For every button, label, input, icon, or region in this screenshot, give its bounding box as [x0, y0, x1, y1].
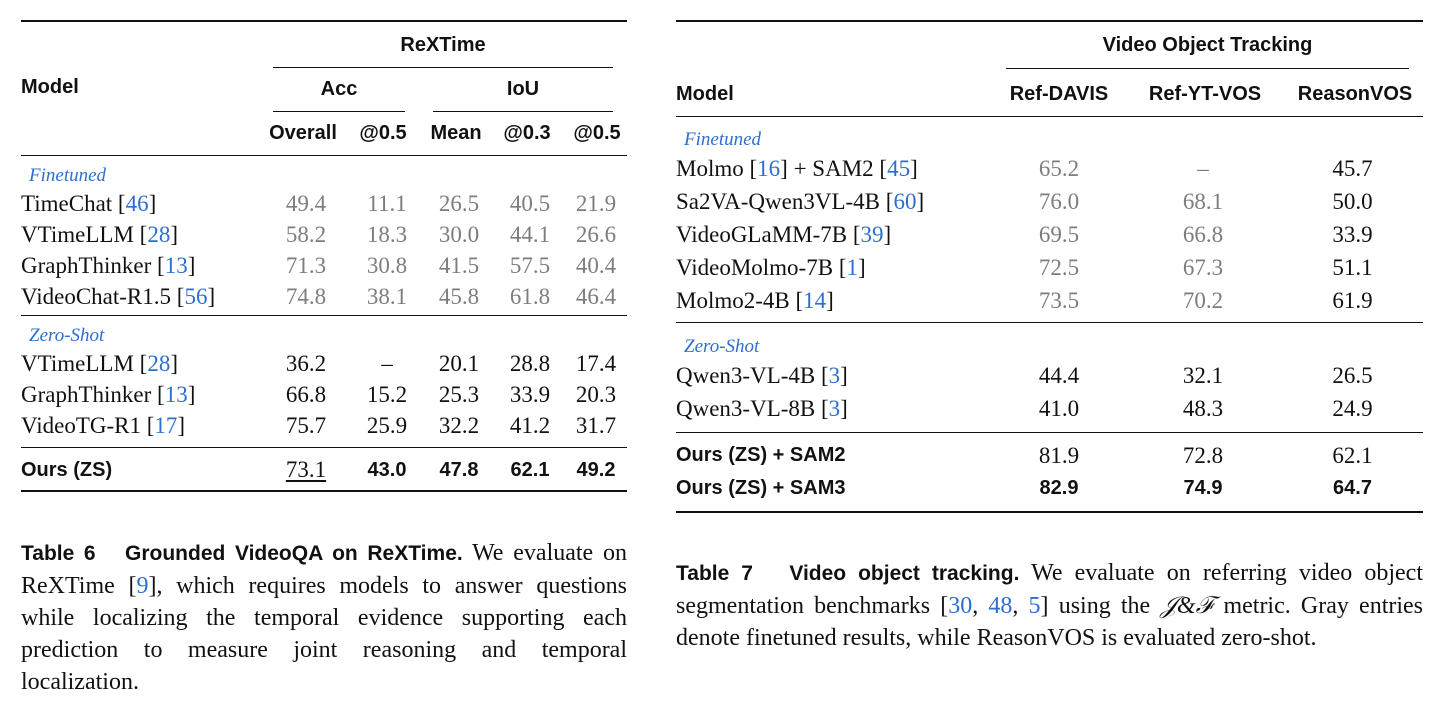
caption-text: metric. Gray entries denote finetuned results, while ReasonVOS is evaluated zero-shot. — [676, 593, 1424, 651]
zero-shot-rows — [21, 348, 627, 441]
section-label-finetuned: Finetuned — [684, 129, 762, 150]
value-cell: 36.2 — [285, 350, 327, 376]
value-cell: 15.2 — [366, 381, 408, 407]
value-cell: 20.3 — [575, 381, 617, 407]
citation-link[interactable]: 3 — [828, 395, 841, 421]
value-cell: 48.3 — [1182, 395, 1224, 421]
rextime-header: ReXTime — [400, 34, 486, 56]
model-name: Ours (ZS) — [21, 458, 113, 481]
col-header-iou05: @0.5 — [573, 122, 621, 144]
value-cell: 11.1 — [367, 190, 407, 216]
table-row — [676, 152, 1423, 185]
model-name: Ours (ZS) + SAM3 — [676, 477, 846, 499]
model-name: Qwen3-VL-4B [3] — [676, 362, 848, 388]
value-cell: 26.6 — [575, 221, 617, 247]
value-cell: 71.3 — [285, 252, 327, 278]
model-name: VideoTG-R1 [17] — [21, 412, 186, 438]
caption-label: Table 6 — [21, 542, 96, 565]
value-cell: 26.5 — [438, 190, 480, 216]
citation-link[interactable]: 39 — [860, 221, 884, 247]
value-cell: 61.9 — [1332, 287, 1373, 313]
caption-text: ], which requires models to answer questions while localizing the temporal evidence supporting each prediction to measure joint reasoning and temporal localization. — [21, 573, 627, 695]
value-cell: 44.1 — [509, 221, 551, 247]
value-cell: 64.7 — [1333, 477, 1372, 499]
table-row — [21, 410, 627, 441]
citation-link[interactable]: 9 — [136, 573, 149, 599]
value-cell: 24.9 — [1332, 395, 1373, 421]
ours-rule — [676, 432, 1423, 433]
citation-link[interactable]: 13 — [164, 381, 188, 407]
table-row — [21, 454, 627, 486]
caption-title: Video object tracking. — [789, 562, 1020, 585]
value-cell: 75.7 — [285, 412, 327, 438]
caption-text: We evaluate on referring video object segmentation benchmarks [ — [676, 560, 1423, 619]
table-6 — [21, 20, 627, 492]
table-row — [676, 284, 1423, 317]
value-cell: 28.8 — [509, 350, 551, 376]
table-row — [21, 250, 627, 281]
value-cell: – — [381, 350, 393, 376]
table-row — [676, 439, 1423, 472]
value-cell: 30.0 — [438, 221, 480, 247]
vot-cmidrule — [1006, 68, 1409, 69]
zero-shot-rows — [676, 359, 1423, 425]
table-row — [21, 188, 627, 219]
value-cell: 73.1 — [285, 457, 327, 482]
caption-title: Grounded VideoQA on ReXTime. — [125, 542, 463, 565]
caption-text: We evaluate on ReXTime [ — [21, 540, 627, 599]
value-cell: 73.5 — [1038, 287, 1080, 313]
col-header-ref-davis: Ref-DAVIS — [1009, 83, 1109, 105]
table-row — [21, 379, 627, 410]
table-row — [676, 472, 1423, 505]
value-cell: 40.4 — [575, 252, 617, 278]
citation-link[interactable]: 13 — [164, 252, 188, 278]
table-7-caption — [676, 557, 1423, 654]
citation-link[interactable]: 14 — [803, 287, 827, 313]
bottom-rule — [21, 490, 627, 492]
value-cell: 41.5 — [438, 252, 480, 278]
model-name: GraphThinker [13] — [21, 381, 196, 407]
citation-link[interactable]: 5 — [1028, 593, 1041, 619]
citation-link[interactable]: 3 — [828, 362, 841, 388]
citation-link[interactable]: 16 — [757, 155, 781, 181]
model-name: Qwen3-VL-8B [3] — [676, 395, 848, 421]
model-name: TimeChat [46] — [21, 190, 157, 216]
value-cell: 17.4 — [575, 350, 617, 376]
bottom-rule — [676, 511, 1423, 513]
value-cell: 58.2 — [285, 221, 327, 247]
finetuned-rows — [676, 152, 1423, 317]
model-name: VTimeLLM [28] — [21, 221, 178, 247]
value-cell: 61.8 — [509, 283, 551, 309]
iou-cmidrule — [433, 111, 613, 112]
value-cell: 68.1 — [1182, 188, 1224, 214]
value-cell: 65.2 — [1038, 155, 1080, 181]
value-cell: 82.9 — [1039, 477, 1079, 499]
metric-symbol: 𝒥&ℱ — [1160, 593, 1214, 619]
value-cell: 20.1 — [438, 350, 480, 376]
ours-rule — [21, 447, 627, 448]
caption-label: Table 7 — [676, 562, 753, 585]
caption-text: , — [972, 593, 989, 619]
citation-link[interactable]: 30 — [948, 593, 973, 619]
value-cell: 69.5 — [1038, 221, 1080, 247]
value-cell: 67.3 — [1182, 254, 1224, 280]
value-cell: 81.9 — [1038, 442, 1080, 468]
value-cell: 46.4 — [575, 283, 617, 309]
value-cell: 50.0 — [1332, 188, 1373, 214]
value-cell: 43.0 — [367, 458, 407, 481]
iou-header: IoU — [506, 78, 540, 100]
model-name: Molmo2-4B [14] — [676, 287, 834, 313]
value-cell: 25.9 — [366, 412, 408, 438]
col-header-mean: Mean — [430, 122, 482, 144]
col-header-iou03: @0.3 — [503, 122, 551, 144]
finetuned-rows — [21, 188, 627, 312]
ours-rows — [676, 439, 1423, 505]
model-name: VideoChat-R1.5 [56] — [21, 283, 216, 309]
table-7-header — [676, 22, 1423, 116]
value-cell: 41.0 — [1038, 395, 1080, 421]
value-cell: 72.5 — [1038, 254, 1080, 280]
ours-row — [21, 454, 627, 486]
value-cell: 57.5 — [509, 252, 551, 278]
col-header-overall: Overall — [269, 122, 337, 144]
value-cell: 74.9 — [1183, 477, 1223, 499]
vot-header: Video Object Tracking — [1102, 34, 1313, 56]
value-cell: 51.1 — [1332, 254, 1373, 280]
value-cell: 18.3 — [366, 221, 408, 247]
model-name: Ours (ZS) + SAM2 — [676, 444, 846, 466]
model-name: Molmo [16] + SAM2 [45] — [676, 155, 918, 181]
model-header: Model — [21, 76, 79, 98]
table-row — [676, 392, 1423, 425]
value-cell: 25.3 — [438, 381, 480, 407]
citation-link[interactable]: 45 — [887, 155, 911, 181]
col-header-acc05: @0.5 — [359, 122, 407, 144]
model-name: GraphThinker [13] — [21, 252, 196, 278]
section-label-finetuned: Finetuned — [29, 165, 107, 186]
value-cell: 49.4 — [285, 190, 327, 216]
value-cell: 70.2 — [1182, 287, 1224, 313]
table-row — [21, 348, 627, 379]
value-cell: 40.5 — [509, 190, 551, 216]
value-cell: 33.9 — [509, 381, 551, 407]
value-cell: 74.8 — [285, 283, 327, 309]
table-row — [21, 219, 627, 250]
col-header-ref-yt-vos: Ref-YT-VOS — [1148, 83, 1262, 105]
table-row — [676, 218, 1423, 251]
citation-link[interactable]: 60 — [893, 188, 917, 214]
table-row — [676, 251, 1423, 284]
table-row — [676, 359, 1423, 392]
model-name: VideoMolmo-7B [1] — [676, 254, 866, 280]
table-6-header — [21, 22, 627, 155]
value-cell: 49.2 — [576, 458, 616, 481]
table-row — [676, 185, 1423, 218]
value-cell: 62.1 — [510, 458, 550, 481]
rextime-cmidrule — [273, 67, 613, 68]
value-cell: 32.2 — [438, 412, 480, 438]
value-cell: 30.8 — [366, 252, 408, 278]
value-cell: 62.1 — [1332, 442, 1373, 468]
col-header-reasonvos: ReasonVOS — [1297, 83, 1413, 105]
table-row — [21, 281, 627, 312]
table-6-caption — [21, 537, 627, 698]
value-cell: 45.7 — [1332, 155, 1373, 181]
value-cell: 38.1 — [366, 283, 408, 309]
value-cell: 31.7 — [575, 412, 617, 438]
caption-text: ] using the — [1040, 593, 1161, 619]
value-cell: 66.8 — [1182, 221, 1224, 247]
table-7 — [676, 20, 1423, 513]
caption-text: , — [1012, 593, 1029, 619]
section-label-zero-shot: Zero-Shot — [684, 336, 760, 357]
citation-link[interactable]: 56 — [184, 283, 208, 309]
value-cell: 72.8 — [1182, 442, 1224, 468]
model-name: VTimeLLM [28] — [21, 350, 178, 376]
value-cell: – — [1197, 155, 1209, 181]
value-cell: 45.8 — [438, 283, 480, 309]
model-name: Sa2VA-Qwen3VL-4B [60] — [676, 188, 925, 214]
model-name: VideoGLaMM-7B [39] — [676, 221, 892, 247]
value-cell: 32.1 — [1182, 362, 1224, 388]
model-header: Model — [676, 83, 734, 105]
citation-link[interactable]: 28 — [147, 350, 171, 376]
acc-header: Acc — [320, 78, 358, 100]
citation-link[interactable]: 46 — [125, 190, 149, 216]
value-cell: 21.9 — [575, 190, 617, 216]
section-label-zero-shot: Zero-Shot — [29, 325, 105, 346]
value-cell: 44.4 — [1038, 362, 1080, 388]
value-cell: 47.8 — [439, 458, 479, 481]
value-cell: 33.9 — [1332, 221, 1373, 247]
value-cell: 41.2 — [509, 412, 551, 438]
citation-link[interactable]: 1 — [846, 254, 858, 280]
value-cell: 26.5 — [1332, 362, 1373, 388]
value-cell: 76.0 — [1038, 188, 1080, 214]
citation-link[interactable]: 48 — [988, 593, 1013, 619]
acc-cmidrule — [273, 111, 405, 112]
citation-link[interactable]: 28 — [147, 221, 171, 247]
value-cell: 66.8 — [285, 381, 327, 407]
citation-link[interactable]: 17 — [154, 412, 178, 438]
